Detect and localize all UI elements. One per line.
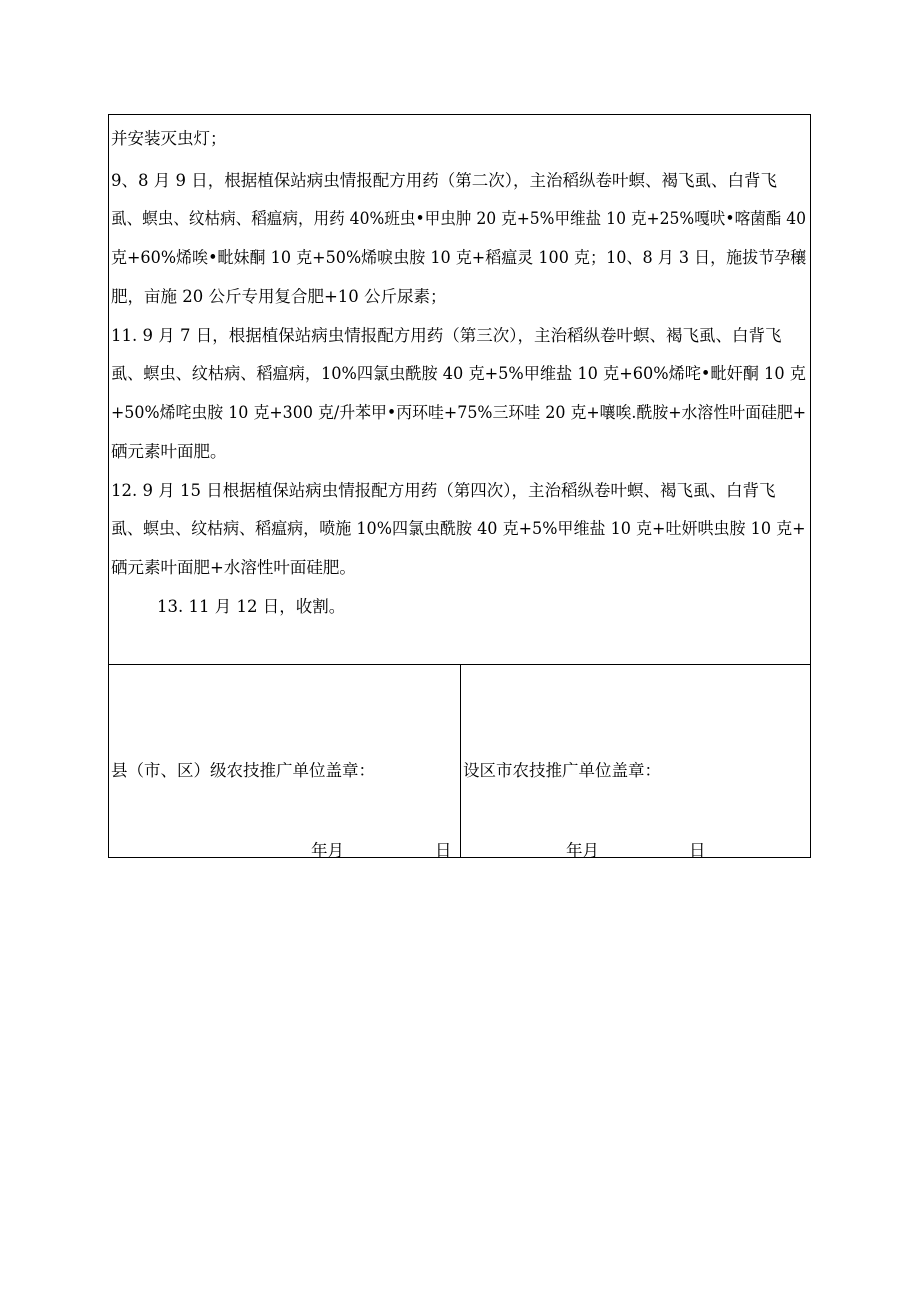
text-line: 并安装灭虫灯； <box>111 129 227 148</box>
county-date-day: 日 <box>435 841 452 860</box>
text-line: 12. 9 月 15 日根据植保站病虫情报配方用药（第四次），主治稻纵卷叶螟、褐飞虱、白背飞 <box>111 481 776 500</box>
text-line: 克+60%烯唉•毗妹酮 10 克+50%烯唳虫胺 10 克+稻瘟灵 100 克；10、8 月 3 日，施拔节孕穰 <box>111 248 807 267</box>
text-line: 硒元素叶面肥+水溶性叶面硅肥。 <box>111 558 356 577</box>
text-line: 虱、螟虫、纹枯病、稻瘟病，用药 40%班虫•甲虫肿 20 克+5%甲维盐 10 克+25%嘎吠•喀菌酯 40 <box>111 209 807 228</box>
text-line: 肥，亩施 20 公斤专用复合肥+10 公斤尿素； <box>111 287 447 306</box>
text-line: 11. 9 月 7 日，根据植保站病虫情报配方用药（第三次），主治稻纵卷叶螟、褐飞虱、白背飞 <box>111 326 782 345</box>
county-stamp-cell <box>109 665 461 860</box>
record-table <box>108 114 811 858</box>
county-stamp-label: 县（市、区）级农技推广单位盖章： <box>111 761 375 780</box>
text-line: 虱、螟虫、纹枯病、稻瘟病，10%四氯虫酰胺 40 克+5%甲维盐 10 克+60%烯咤•毗奸酮 10 克 <box>111 364 806 383</box>
city-stamp-label: 设区市农技推广单位盖章： <box>463 761 661 780</box>
text-line: 13. 11 月 12 日，收割。 <box>157 597 346 616</box>
city-stamp-cell <box>461 665 810 860</box>
content-cell <box>109 115 810 665</box>
text-line: 9、8 月 9 日，根据植保站病虫情报配方用药（第二次），主治稻纵卷叶螟、褐飞虱、白背飞 <box>111 171 777 190</box>
city-date-year-month: 年月 <box>566 841 599 860</box>
text-line: 虱、螟虫、纹枯病、稻瘟病，喷施 10%四氯虫酰胺 40 克+5%甲维盐 10 克+吐妍哄虫胺 10 克+ <box>111 519 806 538</box>
text-line: 硒元素叶面肥。 <box>111 442 227 461</box>
text-line: +50%烯咤虫胺 10 克+300 克/升苯甲•丙环哇+75%三环哇 20 克+嚷唉.酰胺+水溶性叶面硅肥+ <box>111 403 807 422</box>
county-date-year-month: 年月 <box>311 841 344 860</box>
city-date-day: 日 <box>689 841 706 860</box>
